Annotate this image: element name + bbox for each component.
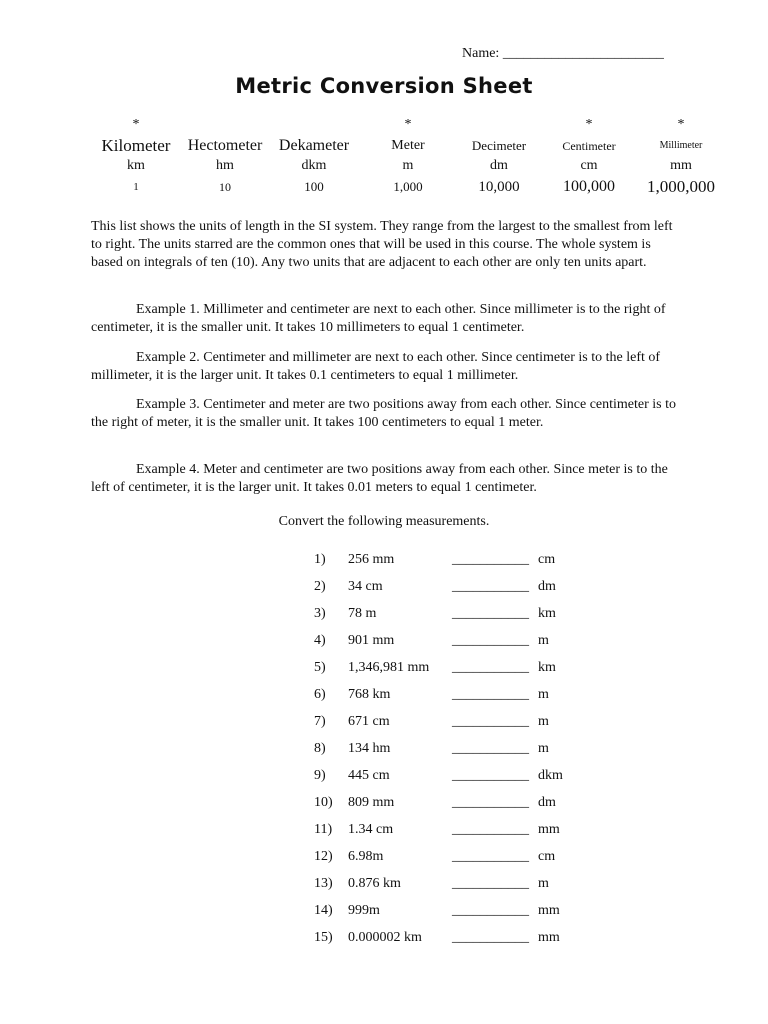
answer-blank[interactable]: ___________ xyxy=(452,552,529,567)
unit-value: 100,000 xyxy=(563,178,615,195)
problem-row xyxy=(0,816,768,843)
problem-measurement: 809 mm xyxy=(348,795,395,810)
problem-row xyxy=(0,924,768,951)
problem-row xyxy=(0,843,768,870)
unit-name: Centimeter xyxy=(562,139,616,153)
problem-number: 1) xyxy=(314,552,326,567)
answer-blank[interactable]: ___________ xyxy=(452,822,529,837)
problem-measurement: 0.000002 km xyxy=(348,930,422,945)
unit-abbreviation: km xyxy=(127,158,145,173)
problem-measurement: 34 cm xyxy=(348,579,383,594)
answer-blank[interactable]: ___________ xyxy=(452,741,529,756)
target-unit: m xyxy=(538,633,549,648)
problem-measurement: 0.876 km xyxy=(348,876,401,891)
problem-measurement: 768 km xyxy=(348,687,391,702)
unit-name: Meter xyxy=(391,138,425,153)
target-unit: mm xyxy=(538,930,560,945)
example-text: Example 1. Millimeter and centimeter are next to each other. Since millimeter is to the right of centimeter, it is the smaller unit. It takes 10 millimeters to equal 1 centimeter. xyxy=(91,302,666,335)
unit-value: 1,000,000 xyxy=(647,177,715,196)
answer-blank[interactable]: ___________ xyxy=(452,687,529,702)
unit-column-hectometer xyxy=(184,114,266,198)
answer-blank[interactable]: ___________ xyxy=(452,768,529,783)
unit-column-centimeter xyxy=(544,114,634,198)
unit-name: Kilometer xyxy=(101,136,171,155)
unit-column-dekameter xyxy=(266,114,362,198)
problem-measurement: 901 mm xyxy=(348,633,395,648)
unit-abbreviation: cm xyxy=(580,158,598,173)
unit-value: 10 xyxy=(219,180,231,194)
answer-blank[interactable]: ___________ xyxy=(452,876,529,891)
problem-row xyxy=(0,573,768,600)
page-title: Metric Conversion Sheet xyxy=(235,74,533,98)
problem-number: 13) xyxy=(314,876,333,891)
target-unit: dm xyxy=(538,795,556,810)
problem-number: 8) xyxy=(314,741,326,756)
intro-paragraph: This list shows the units of length in the SI system. They range from the largest to the smallest from left to right. The units starred are the common ones that will be used in this course. The whole system is based on integrals of ten (10). Any two units that are adjacent to each other are only ten units apart. xyxy=(91,219,673,270)
unit-value: 1,000 xyxy=(393,179,423,194)
problem-measurement: 134 hm xyxy=(348,741,391,756)
problem-row xyxy=(0,762,768,789)
problem-row xyxy=(0,654,768,681)
problem-number: 7) xyxy=(314,714,326,729)
unit-name: Decimeter xyxy=(471,138,527,153)
problem-row xyxy=(0,789,768,816)
unit-star: * xyxy=(132,117,140,132)
problem-number: 2) xyxy=(314,579,326,594)
target-unit: cm xyxy=(538,552,556,567)
problem-measurement: 999m xyxy=(348,903,380,918)
example-4 xyxy=(91,461,681,497)
problem-number: 4) xyxy=(314,633,326,648)
target-unit: dm xyxy=(538,579,556,594)
problem-row xyxy=(0,735,768,762)
problem-measurement: 1.34 cm xyxy=(348,822,394,837)
answer-blank[interactable]: ___________ xyxy=(452,633,529,648)
problem-number: 5) xyxy=(314,660,326,675)
unit-star: * xyxy=(404,117,412,132)
problem-row xyxy=(0,600,768,627)
answer-blank[interactable]: ___________ xyxy=(452,660,529,675)
target-unit: cm xyxy=(538,849,556,864)
problem-measurement: 256 mm xyxy=(348,552,395,567)
problem-number: 11) xyxy=(314,822,333,837)
unit-star xyxy=(266,114,362,136)
problem-number: 14) xyxy=(314,903,333,918)
unit-value: 100 xyxy=(304,179,324,194)
target-unit: m xyxy=(538,714,549,729)
example-2 xyxy=(91,349,681,385)
problem-number: 9) xyxy=(314,768,326,783)
example-text: Example 4. Meter and centimeter are two positions away from each other. Since meter is to the left of centimeter, it is the larger unit. It takes 0.01 meters to equal 1 centimeter. xyxy=(91,462,668,495)
example-3 xyxy=(91,396,681,432)
unit-abbreviation: hm xyxy=(216,158,234,173)
problem-row xyxy=(0,870,768,897)
answer-blank[interactable]: ___________ xyxy=(452,579,529,594)
unit-scale-table xyxy=(88,114,728,198)
unit-column-kilometer xyxy=(88,114,184,198)
example-1 xyxy=(91,301,681,337)
unit-value: 10,000 xyxy=(478,179,520,195)
problem-measurement: 445 cm xyxy=(348,768,390,783)
problem-row xyxy=(0,897,768,924)
answer-blank[interactable]: ___________ xyxy=(452,795,529,810)
problem-row xyxy=(0,627,768,654)
unit-column-decimeter xyxy=(454,114,544,198)
problem-number: 10) xyxy=(314,795,333,810)
problem-row xyxy=(0,708,768,735)
unit-star: * xyxy=(585,117,593,132)
target-unit: km xyxy=(538,606,556,621)
unit-value: 1 xyxy=(133,181,139,193)
answer-blank[interactable]: ___________ xyxy=(452,903,529,918)
problem-number: 15) xyxy=(314,930,333,945)
problem-number: 6) xyxy=(314,687,326,702)
unit-abbreviation: mm xyxy=(670,158,692,173)
target-unit: km xyxy=(538,660,556,675)
problem-row xyxy=(0,681,768,708)
example-text: Example 3. Centimeter and meter are two positions away from each other. Since centimeter is to the right of meter, it is the smaller unit. It takes 100 centimeters to equal 1 meter. xyxy=(91,397,676,430)
unit-star xyxy=(454,114,544,136)
unit-star xyxy=(184,114,266,136)
problem-number: 3) xyxy=(314,606,326,621)
unit-abbreviation: m xyxy=(402,158,414,173)
target-unit: m xyxy=(538,741,549,756)
answer-blank[interactable]: ___________ xyxy=(452,606,529,621)
problem-measurement: 1,346,981 mm xyxy=(348,660,430,675)
name-field-label: Name: _______________________ xyxy=(462,46,664,61)
problem-row xyxy=(0,546,768,573)
answer-blank[interactable]: ___________ xyxy=(452,714,529,729)
answer-blank[interactable]: ___________ xyxy=(452,849,529,864)
target-unit: mm xyxy=(538,903,560,918)
target-unit: mm xyxy=(538,822,560,837)
convert-instructions: Convert the following measurements. xyxy=(278,514,490,529)
unit-name: Dekameter xyxy=(278,137,350,154)
problem-measurement: 78 m xyxy=(348,606,377,621)
example-text: Example 2. Centimeter and millimeter are next to each other. Since centimeter is to the left of millimeter, it is the larger unit. It takes 0.1 centimeters to equal 1 millimeter. xyxy=(91,350,661,383)
target-unit: dkm xyxy=(538,768,563,783)
problem-measurement: 671 cm xyxy=(348,714,390,729)
unit-column-meter xyxy=(362,114,454,198)
unit-abbreviation: dkm xyxy=(301,158,327,173)
unit-name: Millimeter xyxy=(659,140,703,151)
problem-measurement: 6.98m xyxy=(348,849,384,864)
target-unit: m xyxy=(538,876,549,891)
unit-star: * xyxy=(677,117,685,132)
problem-number: 12) xyxy=(314,849,333,864)
target-unit: m xyxy=(538,687,549,702)
unit-column-millimeter xyxy=(634,114,728,198)
unit-abbreviation: dm xyxy=(490,158,508,173)
answer-blank[interactable]: ___________ xyxy=(452,930,529,945)
unit-name: Hectometer xyxy=(187,137,263,154)
